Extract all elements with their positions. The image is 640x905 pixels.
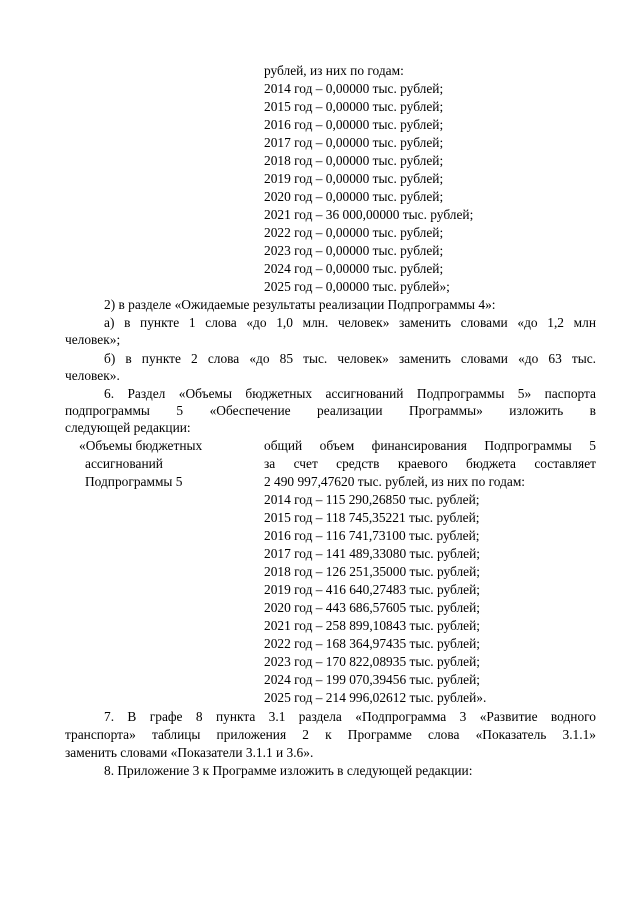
paragraph-line: 7. В графе 8 пункта 3.1 раздела «Подпрограмма 3 «Развитие водного (104, 709, 596, 724)
table-right-cell-line: за счет средств краевого бюджета составляет (264, 456, 596, 471)
paragraph-line: человек». (65, 368, 120, 383)
text-line: 2022 год – 0,00000 тыс. рублей; (264, 225, 444, 240)
paragraph-line: 8. Приложение 3 к Программе изложить в следующей редакции: (104, 763, 473, 778)
paragraph-line: 6. Раздел «Объемы бюджетных ассигнований Подпрограммы 5» паспорта (104, 386, 596, 401)
table-left-cell-line: Подпрограммы 5 (85, 474, 183, 489)
table-right-cell-line: 2018 год – 126 251,35000 тыс. рублей; (264, 564, 481, 579)
paragraph-line: транспорта» таблицы приложения 2 к Программе слова «Показатель 3.1.1» (65, 727, 596, 742)
table-right-cell-line: 2024 год – 199 070,39456 тыс. рублей; (264, 672, 481, 687)
text-line: рублей, из них по годам: (264, 63, 404, 78)
text-line: 2015 год – 0,00000 тыс. рублей; (264, 99, 444, 114)
paragraph-line: подпрограммы 5 «Обеспечение реализации Программы» изложить в (65, 403, 596, 418)
table-left-cell-line: ассигнований (85, 456, 163, 471)
table-right-cell-line: 2022 год – 168 364,97435 тыс. рублей; (264, 636, 481, 651)
paragraph-line: заменить словами «Показатели 3.1.1 и 3.6». (65, 745, 314, 760)
text-line: 2016 год – 0,00000 тыс. рублей; (264, 117, 444, 132)
table-right-cell-line: 2019 год – 416 640,27483 тыс. рублей; (264, 582, 481, 597)
table-right-cell-line: общий объем финансирования Подпрограммы 5 (264, 438, 596, 453)
table-right-cell-line: 2020 год – 443 686,57605 тыс. рублей; (264, 600, 481, 615)
paragraph-line: человек»; (65, 332, 121, 347)
text-line: 2021 год – 36 000,00000 тыс. рублей; (264, 207, 474, 222)
text-line: 2023 год – 0,00000 тыс. рублей; (264, 243, 444, 258)
text-line: 2020 год – 0,00000 тыс. рублей; (264, 189, 444, 204)
table-right-cell-line: 2025 год – 214 996,02612 тыс. рублей». (264, 690, 487, 705)
table-left-cell-line: «Объемы бюджетных (79, 438, 203, 453)
table-right-cell-line: 2014 год – 115 290,26850 тыс. рублей; (264, 492, 480, 507)
table-right-cell-line: 2015 год – 118 745,35221 тыс. рублей; (264, 510, 480, 525)
paragraph-line: б) в пункте 2 слова «до 85 тыс. человек» заменить словами «до 63 тыс. (104, 351, 596, 366)
text-line: 2018 год – 0,00000 тыс. рублей; (264, 153, 444, 168)
table-right-cell-line: 2021 год – 258 899,10843 тыс. рублей; (264, 618, 481, 633)
text-line: 2019 год – 0,00000 тыс. рублей; (264, 171, 444, 186)
paragraph-line: а) в пункте 1 слова «до 1,0 млн. человек» заменить словами «до 1,2 млн (104, 315, 596, 330)
paragraph-line: 2) в разделе «Ожидаемые результаты реализации Подпрограммы 4»: (104, 297, 496, 312)
text-line: 2014 год – 0,00000 тыс. рублей; (264, 81, 444, 96)
text-line: 2024 год – 0,00000 тыс. рублей; (264, 261, 444, 276)
text-line: 2017 год – 0,00000 тыс. рублей; (264, 135, 444, 150)
text-line: 2025 год – 0,00000 тыс. рублей»; (264, 279, 450, 294)
table-right-cell-line: 2016 год – 116 741,73100 тыс. рублей; (264, 528, 480, 543)
table-right-cell-line: 2 490 997,47620 тыс. рублей, из них по годам: (264, 474, 526, 489)
table-right-cell-line: 2023 год – 170 822,08935 тыс. рублей; (264, 654, 481, 669)
table-right-cell-line: 2017 год – 141 489,33080 тыс. рублей; (264, 546, 481, 561)
paragraph-line: следующей редакции: (65, 420, 191, 435)
